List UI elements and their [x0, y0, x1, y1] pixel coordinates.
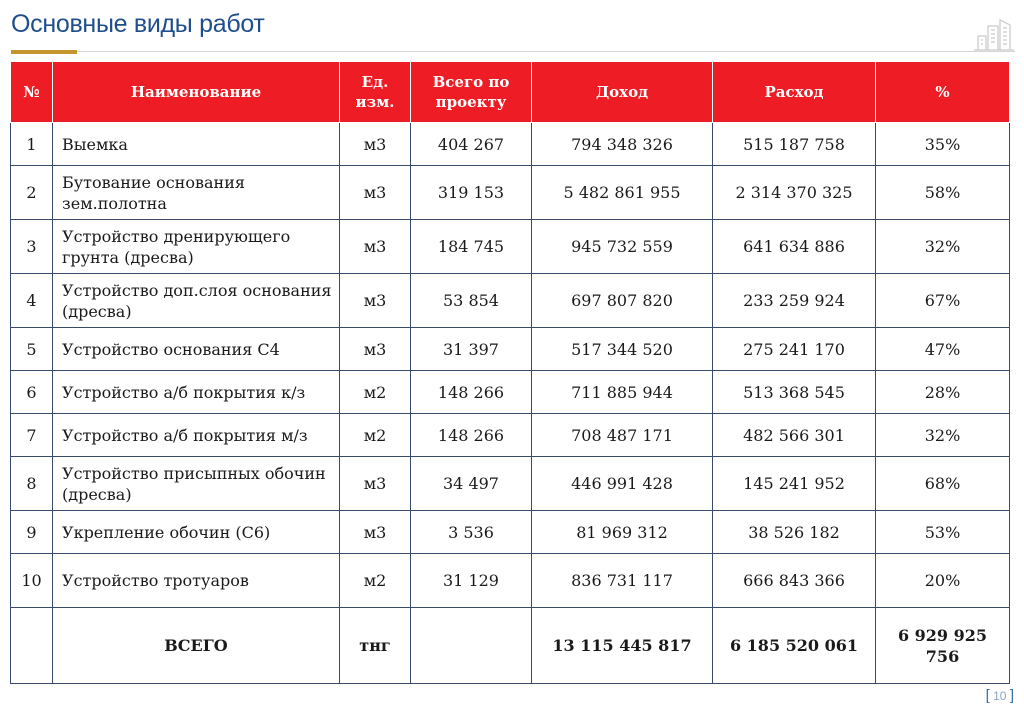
header-income: Доход: [532, 62, 713, 123]
row-percent: 32%: [876, 220, 1010, 274]
row-unit: м2: [340, 414, 411, 457]
row-total: 148 266: [411, 414, 532, 457]
total-percent: 6 929 925 756: [876, 608, 1010, 684]
row-percent: 20%: [876, 554, 1010, 608]
row-total: 404 267: [411, 123, 532, 166]
row-total: 319 153: [411, 166, 532, 220]
header-unit: Ед. изм.: [340, 62, 411, 123]
row-expense: 482 566 301: [713, 414, 876, 457]
table-row: [11, 274, 1010, 328]
row-expense: 38 526 182: [713, 511, 876, 554]
row-income: 5 482 861 955: [532, 166, 713, 220]
row-number: 5: [11, 328, 53, 371]
page-title: Основные виды работ: [11, 10, 265, 38]
row-name: Устройство а/б покрытия к/з: [53, 371, 340, 414]
row-unit: м3: [340, 457, 411, 511]
row-total: 3 536: [411, 511, 532, 554]
building-logo-icon: [972, 16, 1016, 52]
row-income: 711 885 944: [532, 371, 713, 414]
row-total: 31 129: [411, 554, 532, 608]
total-expense: 6 185 520 061: [713, 608, 876, 684]
row-unit: м2: [340, 371, 411, 414]
row-total: 34 497: [411, 457, 532, 511]
row-number: 1: [11, 123, 53, 166]
title-divider: [77, 51, 1015, 52]
total-row: [11, 608, 1010, 684]
page-number: [ 10 ]: [985, 687, 1014, 704]
row-name: Устройство дренирующего грунта (дресва): [53, 220, 340, 274]
row-percent: 68%: [876, 457, 1010, 511]
row-income: 81 969 312: [532, 511, 713, 554]
row-expense: 2 314 370 325: [713, 166, 876, 220]
row-name: Устройство доп.слоя основания (дресва): [53, 274, 340, 328]
row-unit: м3: [340, 220, 411, 274]
table-row: [11, 123, 1010, 166]
row-total: 148 266: [411, 371, 532, 414]
header-number: №: [11, 62, 53, 123]
row-number: 6: [11, 371, 53, 414]
header-percent: %: [876, 62, 1010, 123]
row-percent: 32%: [876, 414, 1010, 457]
row-percent: 58%: [876, 166, 1010, 220]
row-unit: м3: [340, 123, 411, 166]
table-row: [11, 511, 1010, 554]
row-expense: 666 843 366: [713, 554, 876, 608]
row-expense: 145 241 952: [713, 457, 876, 511]
row-expense: 233 259 924: [713, 274, 876, 328]
row-expense: 275 241 170: [713, 328, 876, 371]
row-percent: 47%: [876, 328, 1010, 371]
title-accent-bar: [11, 50, 77, 54]
row-unit: м3: [340, 511, 411, 554]
row-total: 53 854: [411, 274, 532, 328]
header-total: Всего по проекту: [411, 62, 532, 123]
row-number: 4: [11, 274, 53, 328]
row-percent: 67%: [876, 274, 1010, 328]
page-number-value: 10: [993, 689, 1007, 703]
row-percent: 53%: [876, 511, 1010, 554]
row-income: 945 732 559: [532, 220, 713, 274]
row-name: Устройство присыпных обочин (дресва): [53, 457, 340, 511]
row-percent: 28%: [876, 371, 1010, 414]
row-number: 3: [11, 220, 53, 274]
total-income: 13 115 445 817: [532, 608, 713, 684]
works-table: [10, 61, 1010, 684]
row-total: 31 397: [411, 328, 532, 371]
row-income: 517 344 520: [532, 328, 713, 371]
row-unit: м3: [340, 166, 411, 220]
row-income: 697 807 820: [532, 274, 713, 328]
row-unit: м3: [340, 328, 411, 371]
row-number: 9: [11, 511, 53, 554]
table-row: [11, 554, 1010, 608]
row-expense: 513 368 545: [713, 371, 876, 414]
table-row: [11, 414, 1010, 457]
row-income: 708 487 171: [532, 414, 713, 457]
row-number: 2: [11, 166, 53, 220]
table-row: [11, 166, 1010, 220]
table-row: [11, 220, 1010, 274]
row-total: 184 745: [411, 220, 532, 274]
row-expense: 515 187 758: [713, 123, 876, 166]
row-income: 836 731 117: [532, 554, 713, 608]
table-row: [11, 371, 1010, 414]
row-name: Устройство а/б покрытия м/з: [53, 414, 340, 457]
row-income: 446 991 428: [532, 457, 713, 511]
row-number: 8: [11, 457, 53, 511]
row-income: 794 348 326: [532, 123, 713, 166]
row-name: Бутование основания зем.полотна: [53, 166, 340, 220]
header-expense: Расход: [713, 62, 876, 123]
row-number: 7: [11, 414, 53, 457]
table-header-row: [11, 62, 1010, 123]
row-name: Устройство тротуаров: [53, 554, 340, 608]
total-volume: [411, 608, 532, 684]
row-number: 10: [11, 554, 53, 608]
row-name: Устройство основания С4: [53, 328, 340, 371]
table-row: [11, 328, 1010, 371]
total-unit: тнг: [340, 608, 411, 684]
row-name: Укрепление обочин (С6): [53, 511, 340, 554]
row-unit: м3: [340, 274, 411, 328]
row-unit: м2: [340, 554, 411, 608]
total-number: [11, 608, 53, 684]
header-name: Наименование: [53, 62, 340, 123]
row-name: Выемка: [53, 123, 340, 166]
row-expense: 641 634 886: [713, 220, 876, 274]
total-label: ВСЕГО: [53, 608, 340, 684]
table-row: [11, 457, 1010, 511]
row-percent: 35%: [876, 123, 1010, 166]
